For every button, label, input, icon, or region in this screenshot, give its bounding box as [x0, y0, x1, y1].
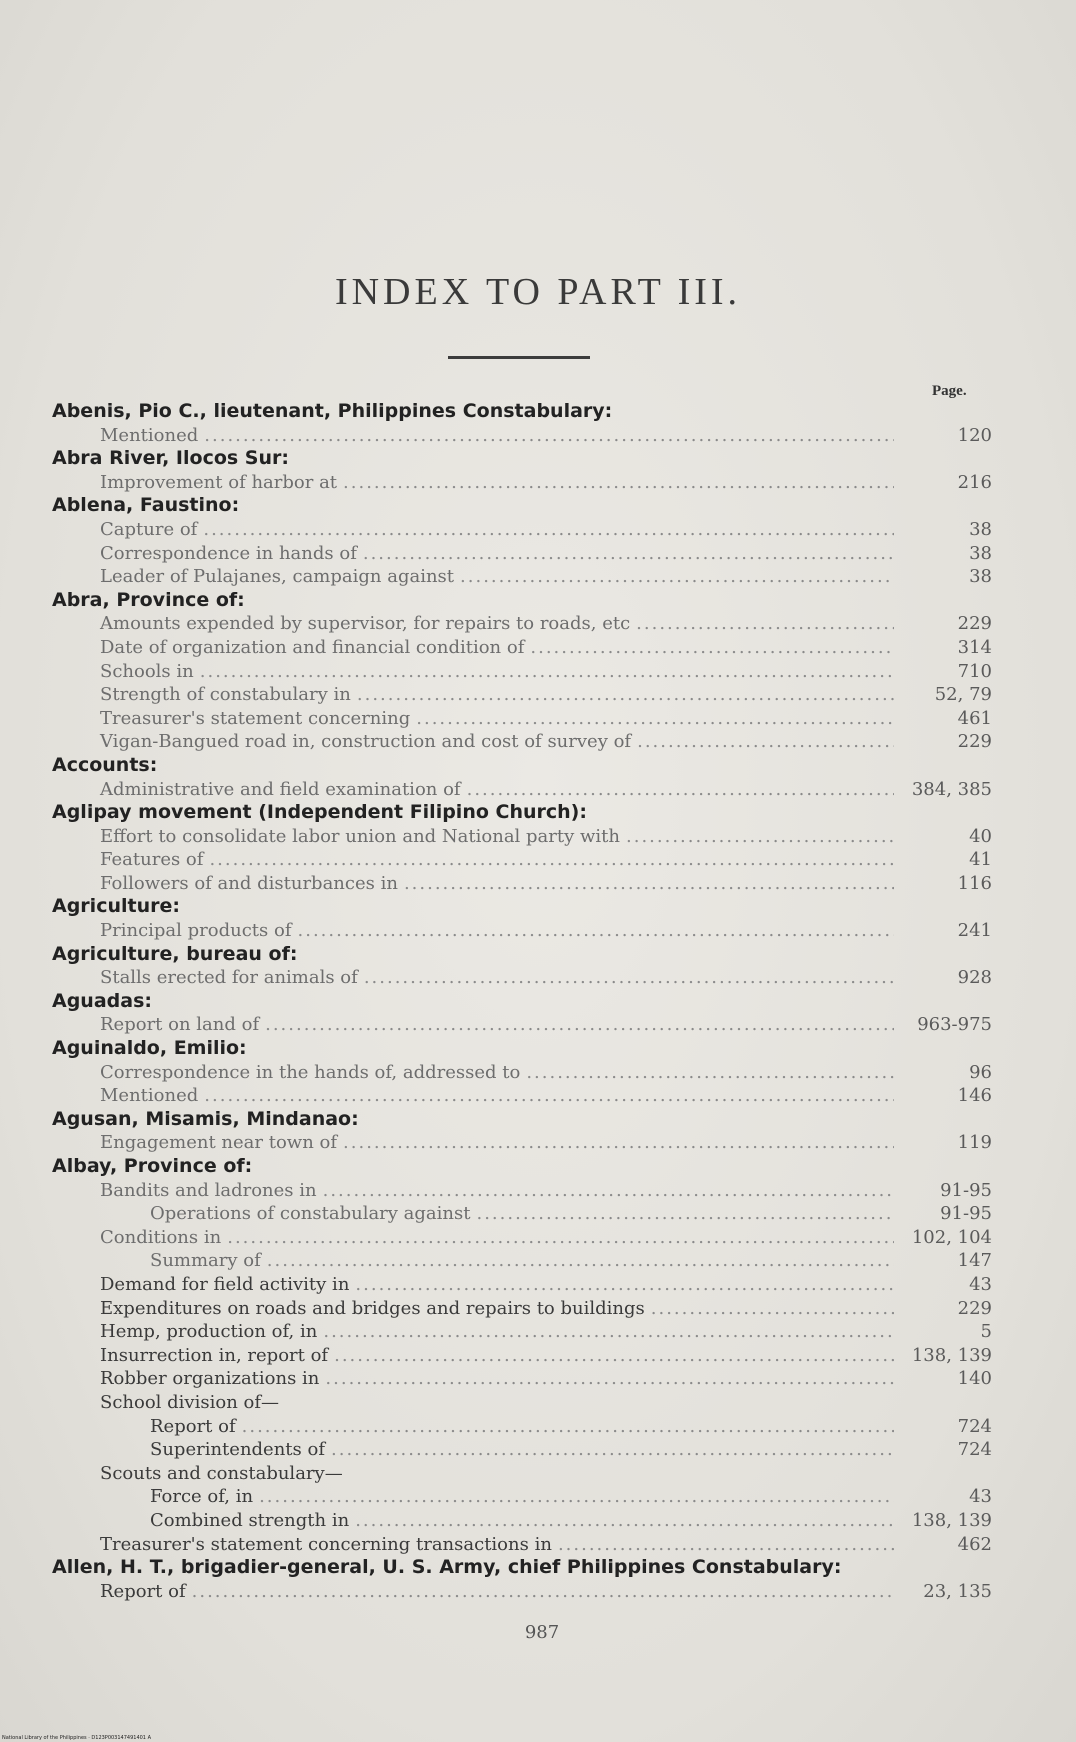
entry-page-number: 96: [969, 1061, 992, 1083]
leader-dots: [364, 966, 894, 990]
leader-dots: [363, 542, 894, 566]
leader-dots: [626, 825, 894, 849]
leader-dots: [325, 1367, 894, 1391]
entry-page-number: 229: [957, 613, 992, 635]
index-entry: [52, 1485, 992, 1509]
index-heading: Aguadas:: [52, 989, 152, 1012]
index-entry: [52, 1084, 992, 1108]
entry-text: Conditions in: [100, 1226, 222, 1248]
entry-page-number: 91-95: [940, 1203, 992, 1225]
leader-dots: [227, 1226, 894, 1250]
index-entry: [52, 1226, 992, 1250]
leader-dots: [343, 1131, 894, 1155]
index-entry: [52, 1179, 992, 1203]
index-entry: [52, 919, 992, 943]
index-heading: Accounts:: [52, 753, 158, 776]
leader-dots: [200, 660, 894, 684]
index-heading: Abenis, Pio C., lieutenant, Philippines Constabulary:: [52, 400, 613, 422]
entry-text: Amounts expended by supervisor, for repairs to roads, etc: [100, 613, 631, 635]
entry-page-number: 216: [957, 471, 992, 493]
entry-page-number: 43: [969, 1273, 992, 1295]
entry-text: Superintendents of: [150, 1439, 325, 1461]
entry-text: School division of—: [100, 1391, 280, 1413]
entry-text: Correspondence in the hands of, addressed to: [100, 1061, 521, 1083]
entry-text: Expenditures on roads and bridges and repairs to buildings: [100, 1297, 645, 1319]
index-entry: [52, 660, 992, 684]
leader-dots: [404, 872, 894, 896]
leader-dots: [267, 1249, 894, 1273]
entry-text: Administrative and field examination of: [100, 778, 461, 800]
entry-text: Principal products of: [100, 920, 292, 942]
index-entry: [52, 872, 992, 896]
entry-page-number: 241: [957, 920, 992, 942]
entry-page-number: 138, 139: [911, 1344, 992, 1366]
index-entry: [52, 1273, 992, 1297]
index-heading: Ablena, Faustino:: [52, 494, 240, 517]
index-heading: Abra, Province of:: [52, 588, 245, 611]
entry-text: Report of: [150, 1415, 236, 1437]
title-rule: [448, 356, 590, 359]
index-entry: [52, 636, 992, 660]
leader-dots: [651, 1297, 894, 1321]
entry-page-number: 229: [957, 731, 992, 753]
entry-text: Stalls erected for animals of: [100, 967, 358, 989]
leader-dots: [323, 1320, 894, 1344]
entry-text: Robber organizations in: [100, 1368, 320, 1390]
index-entry: [52, 1131, 992, 1155]
index-entry: [52, 707, 992, 731]
entry-page-number: 928: [957, 967, 992, 989]
index-heading: Aglipay movement (Independent Filipino Church):: [52, 801, 587, 824]
leader-dots: [476, 1202, 894, 1226]
entry-page-number: 102, 104: [911, 1226, 992, 1248]
entry-page-number: 120: [957, 424, 992, 446]
entry-page-number: 314: [957, 636, 992, 658]
leader-dots: [192, 1580, 894, 1604]
entry-text: Report of: [100, 1580, 186, 1602]
index-entry: [52, 1509, 992, 1533]
index-entry: [52, 1297, 992, 1321]
leader-dots: [357, 683, 894, 707]
index-entry: [52, 471, 992, 495]
index-entry: [52, 1202, 992, 1226]
index-entry: [52, 1415, 992, 1439]
index-entry: [52, 848, 992, 872]
index-heading: Abra River, Ilocos Sur:: [52, 447, 289, 470]
entry-text: Capture of: [100, 518, 198, 540]
leader-dots: [526, 1061, 894, 1085]
index-entry: [52, 1061, 992, 1085]
leader-dots: [334, 1344, 894, 1368]
entry-text: Features of: [100, 849, 204, 871]
index-heading: Agriculture, bureau of:: [52, 942, 298, 965]
leader-dots: [323, 1179, 894, 1203]
entry-text: Scouts and constabulary—: [100, 1462, 343, 1484]
entry-page-number: 140: [957, 1368, 992, 1390]
index-entry: [52, 1438, 992, 1462]
index-list: [52, 400, 992, 1603]
leader-dots: [530, 636, 894, 660]
entry-text: Engagement near town of: [100, 1132, 338, 1154]
leader-dots: [343, 471, 894, 495]
entry-page-number: 38: [969, 542, 992, 564]
index-heading: Allen, H. T., brigadier-general, U. S. Army, chief Philippines Constabulary:: [52, 1556, 842, 1579]
footer-note: National Library of the Philippines · D123P003147491401 A: [2, 1735, 151, 1741]
index-entry: [52, 1391, 992, 1415]
index-entry: [52, 1580, 992, 1604]
entry-page-number: 40: [969, 825, 992, 847]
index-entry: [52, 424, 992, 448]
entry-page-number: 461: [957, 707, 992, 729]
leader-dots: [265, 1013, 894, 1037]
index-entry: [52, 1533, 992, 1557]
page-number: 987: [524, 1622, 560, 1643]
index-entry: [52, 1320, 992, 1344]
entry-text: Demand for field activity in: [100, 1273, 350, 1295]
entry-text: Summary of: [150, 1250, 261, 1272]
entry-page-number: 710: [957, 660, 992, 682]
entry-page-number: 724: [957, 1415, 992, 1437]
page-title: INDEX TO PART III.: [334, 271, 742, 313]
leader-dots: [203, 518, 894, 542]
index-entry: [52, 778, 992, 802]
leader-dots: [355, 1273, 894, 1297]
entry-text: Correspondence in hands of: [100, 542, 357, 564]
index-entry: [52, 1344, 992, 1368]
entry-page-number: 23, 135: [923, 1580, 992, 1602]
entry-text: Bandits and ladrones in: [100, 1179, 317, 1201]
index-entry: [52, 966, 992, 990]
index-entry: [52, 1367, 992, 1391]
leader-dots: [209, 848, 894, 872]
entry-page-number: 43: [969, 1486, 992, 1508]
entry-page-number: 38: [969, 566, 992, 588]
entry-page-number: 724: [957, 1439, 992, 1461]
index-entry: [52, 730, 992, 754]
leader-dots: [636, 612, 894, 636]
leader-dots: [242, 1415, 894, 1439]
index-entry: [52, 612, 992, 636]
leader-dots: [558, 1533, 894, 1557]
leader-dots: [204, 424, 894, 448]
leader-dots: [467, 778, 894, 802]
index-entry: [52, 825, 992, 849]
entry-page-number: 229: [957, 1297, 992, 1319]
entry-page-number: 52, 79: [934, 684, 992, 706]
index-heading: Aguinaldo, Emilio:: [52, 1037, 247, 1060]
entry-page-number: 147: [957, 1250, 992, 1272]
entry-page-number: 116: [957, 872, 992, 894]
page-column-label: Page.: [932, 383, 967, 399]
entry-page-number: 91-95: [940, 1179, 992, 1201]
index-entry: [52, 683, 992, 707]
index-entry: [52, 1249, 992, 1273]
index-entry: [52, 565, 992, 589]
entry-text: Mentioned: [100, 1085, 199, 1107]
entry-text: Date of organization and financial condition of: [100, 636, 525, 658]
entry-text: Vigan-Bangued road in, construction and cost of survey of: [100, 731, 632, 753]
entry-text: Operations of constabulary against: [150, 1203, 471, 1225]
entry-text: Strength of constabulary in: [100, 684, 351, 706]
leader-dots: [204, 1084, 894, 1108]
entry-text: Improvement of harbor at: [100, 471, 338, 493]
entry-page-number: 384, 385: [911, 778, 992, 800]
index-entry: [52, 518, 992, 542]
leader-dots: [331, 1438, 894, 1462]
leader-dots: [298, 919, 895, 943]
entry-text: Effort to consolidate labor union and National party with: [100, 825, 620, 847]
index-heading: Agriculture:: [52, 895, 180, 918]
entry-text: Mentioned: [100, 424, 199, 446]
entry-text: Leader of Pulajanes, campaign against: [100, 566, 455, 588]
index-heading: Agusan, Misamis, Mindanao:: [52, 1107, 359, 1130]
entry-text: Schools in: [100, 660, 194, 682]
leader-dots: [259, 1485, 894, 1509]
index-entry: [52, 542, 992, 566]
entry-text: Force of, in: [150, 1486, 254, 1508]
entry-text: Insurrection in, report of: [100, 1344, 329, 1366]
entry-page-number: 146: [957, 1085, 992, 1107]
entry-text: Combined strength in: [150, 1509, 350, 1531]
entry-page-number: 462: [957, 1533, 992, 1555]
leader-dots: [416, 707, 894, 731]
entry-page-number: 41: [969, 849, 992, 871]
leader-dots: [355, 1509, 894, 1533]
entry-page-number: 5: [980, 1321, 992, 1343]
entry-text: Treasurer's statement concerning: [100, 707, 411, 729]
entry-page-number: 963-975: [917, 1014, 992, 1036]
index-heading: Albay, Province of:: [52, 1155, 253, 1177]
entry-text: Hemp, production of, in: [100, 1321, 318, 1343]
index-entry: [52, 1462, 992, 1486]
leader-dots: [637, 730, 894, 754]
entry-text: Followers of and disturbances in: [100, 872, 398, 894]
entry-page-number: 119: [957, 1132, 992, 1154]
entry-page-number: 138, 139: [911, 1509, 992, 1531]
entry-page-number: 38: [969, 518, 992, 540]
leader-dots: [460, 565, 894, 589]
entry-text: Report on land of: [100, 1014, 260, 1036]
entry-text: Treasurer's statement concerning transactions in: [100, 1533, 552, 1555]
index-entry: [52, 1013, 992, 1037]
